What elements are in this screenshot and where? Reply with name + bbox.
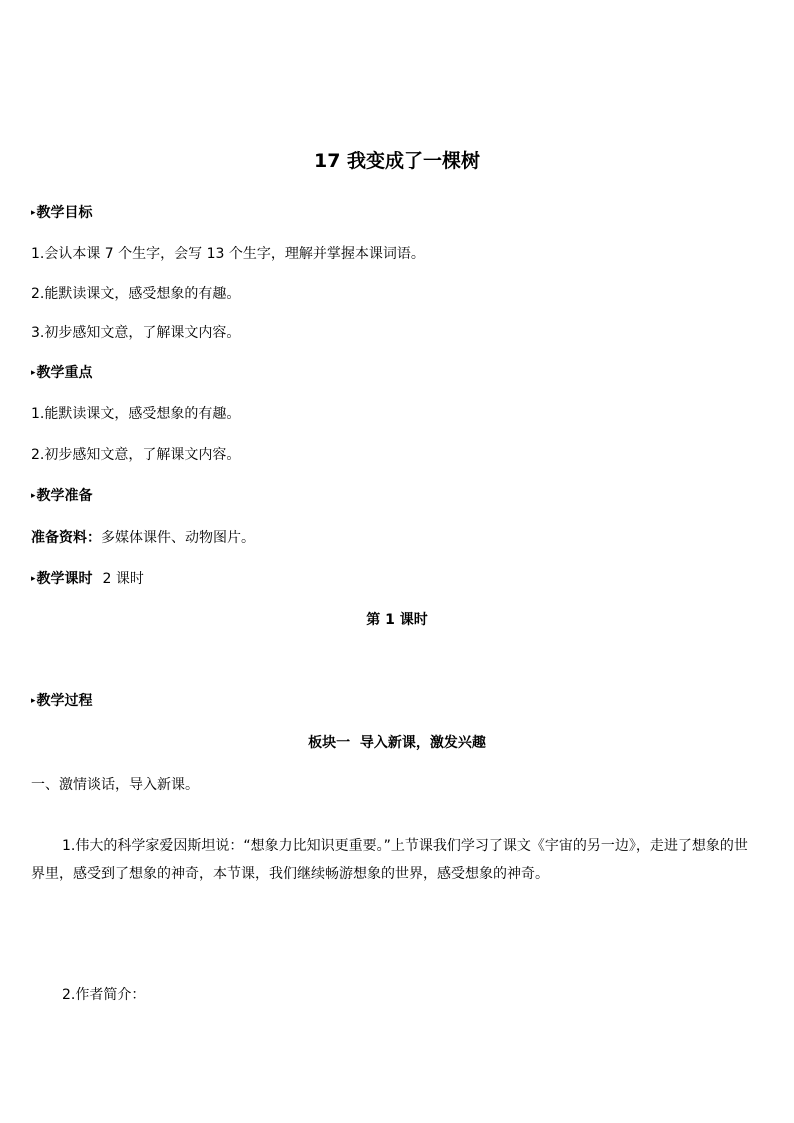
section-heading-process [31,694,93,708]
section-heading-prep [31,489,93,503]
goal-item-3: 3.初步感知文意，了解课文内容。 [31,325,241,341]
triangle-bullet-icon: ▸ [31,574,36,584]
triangle-bullet-icon: ▸ [31,491,36,501]
section-heading-key-points [31,366,93,380]
prep-line [31,531,255,545]
prep-label: 准备资料： [31,530,101,546]
paragraph-author-intro: 2.作者简介： [62,987,146,1003]
triangle-bullet-icon: ▸ [31,368,36,378]
goal-item-1: 1.会认本课 7 个生字，会写 13 个生字，理解并掌握本课词语。 [31,246,425,262]
hours-heading: 教学课时 [36,571,93,587]
paragraph-intro: 1.伟大的科学家爱因斯坦说：“想象力比知识更重要。”上节课我们学习了课文《宇宙的另一边》，走进了想象的世界里，感受到了想象的神奇，本节课，我们继续畅游想象的世界，感受想象的神奇。 [31,838,748,882]
lesson-title: 第 1 课时 [366,612,428,628]
prep-text: 多媒体课件、动物图片。 [101,530,255,546]
goals-heading: 教学目标 [36,205,93,221]
key-point-item-1: 1.能默读课文，感受想象的有趣。 [31,406,241,422]
key-points-heading: 教学重点 [36,365,93,381]
triangle-bullet-icon: ▸ [31,208,36,218]
key-point-item-2: 2.初步感知文意，了解课文内容。 [31,447,241,463]
document-title: 17 我变成了一棵树 [313,150,481,172]
triangle-bullet-icon: ▸ [31,696,36,706]
step-1: 一、激情谈话，导入新课。 [31,777,199,793]
hours-value: 2 课时 [102,571,144,587]
prep-heading: 教学准备 [36,488,93,504]
section-title-block-1: 板块一 导入新课，激发兴趣 [308,735,486,751]
process-heading: 教学过程 [36,693,93,709]
goal-item-2: 2.能默读课文，感受想象的有趣。 [31,286,241,302]
section-heading-goals [31,206,93,220]
section-heading-hours [31,572,144,586]
